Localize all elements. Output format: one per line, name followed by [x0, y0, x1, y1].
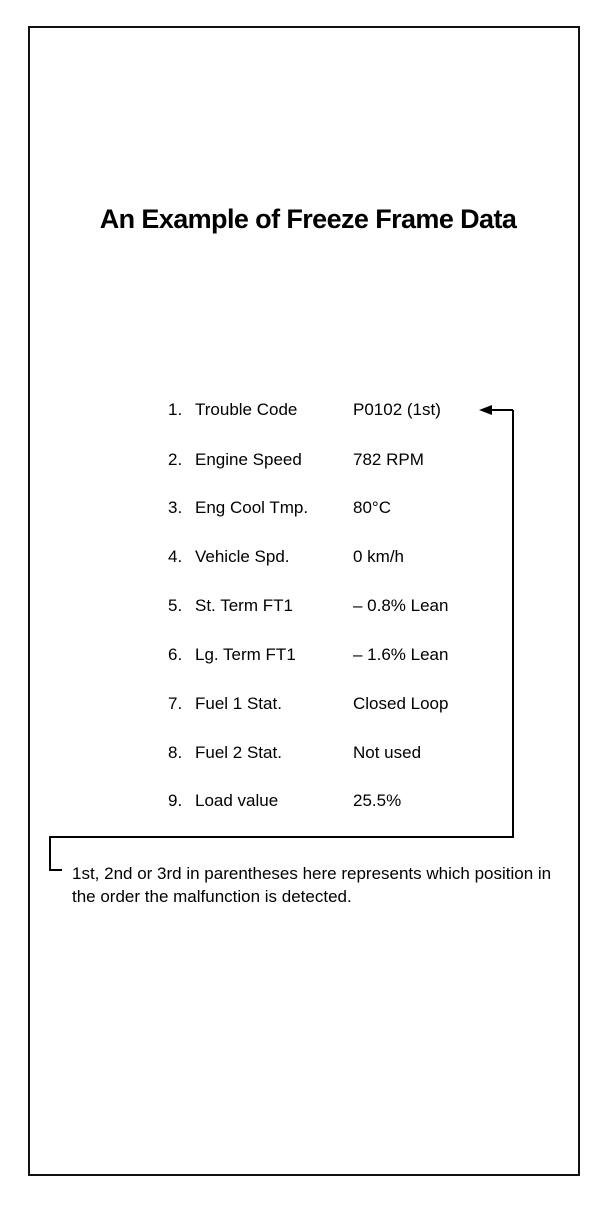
row-value: Not used	[353, 743, 422, 762]
row-number: 4.	[168, 547, 183, 566]
row-label: Eng Cool Tmp.	[195, 498, 309, 517]
row-number: 1.	[168, 400, 183, 419]
row-label: Trouble Code	[195, 400, 298, 419]
row-value: 0 km/h	[353, 547, 405, 566]
row-number: 3.	[168, 498, 183, 517]
page-title: An Example of Freeze Frame Data	[99, 204, 517, 234]
connector-line	[50, 410, 513, 870]
row-label: Load value	[195, 791, 279, 810]
row-value: – 1.6% Lean	[353, 645, 449, 664]
row-label: St. Term FT1	[195, 596, 293, 615]
row-number: 2.	[168, 450, 183, 469]
row-number: 6.	[168, 645, 183, 664]
row-number: 9.	[168, 791, 183, 810]
arrow-head-icon	[479, 405, 492, 415]
row-label: Fuel 2 Stat.	[195, 743, 282, 762]
row-label: Lg. Term FT1	[195, 645, 296, 664]
row-number: 7.	[168, 694, 183, 713]
row-label: Fuel 1 Stat.	[195, 694, 282, 713]
row-label: Engine Speed	[195, 450, 302, 469]
row-number: 5.	[168, 596, 183, 615]
row-value: 25.5%	[353, 791, 402, 810]
row-number: 8.	[168, 743, 183, 762]
row-value: P0102 (1st)	[353, 400, 441, 419]
row-value: – 0.8% Lean	[353, 596, 449, 615]
row-value: 80°C	[353, 498, 391, 517]
footnote: 1st, 2nd or 3rd in parentheses here represents which position in the order the malfunction is detected.	[72, 864, 552, 906]
row-value: Closed Loop	[353, 694, 449, 713]
row-label: Vehicle Spd.	[195, 547, 290, 566]
row-value: 782 RPM	[353, 450, 424, 469]
